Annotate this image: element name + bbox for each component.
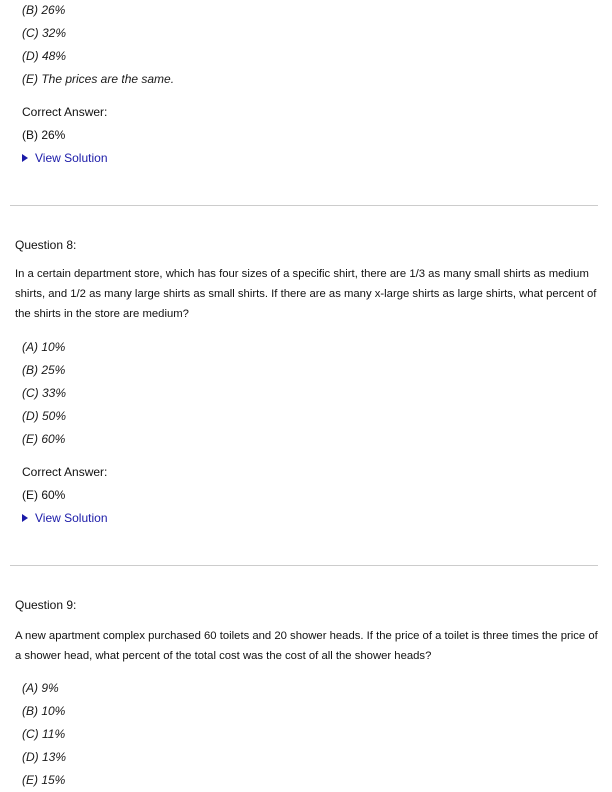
expand-triangle-icon <box>22 154 28 162</box>
expand-triangle-icon <box>22 514 28 522</box>
q8-view-solution-link[interactable] <box>22 511 108 525</box>
question-9-title: Question 9: <box>15 598 77 612</box>
q9-choice-e: (E) 15% <box>22 773 66 787</box>
q8-choice-a: (A) 10% <box>22 340 66 354</box>
q8-choice-d: (D) 50% <box>22 409 67 423</box>
question-8-title: Question 8: <box>15 238 77 252</box>
q8-correct-answer-value: (E) 60% <box>22 488 66 502</box>
q9-choice-b: (B) 10% <box>22 704 66 718</box>
q8-view-solution-text: View Solution <box>35 511 108 525</box>
q8-choice-e: (E) 60% <box>22 432 66 446</box>
section-divider <box>10 205 598 206</box>
prev-view-solution-link[interactable] <box>22 151 108 165</box>
prev-correct-answer-value: (B) 26% <box>22 128 66 142</box>
question-9-text: A new apartment complex purchased 60 toilets and 20 shower heads. If the price of a toilet is three times the price of a shower head, what percent of the total cost was the cost of all the shower heads? <box>15 630 598 662</box>
section-divider <box>10 565 598 566</box>
prev-choice-c: (C) 32% <box>22 26 67 40</box>
prev-choice-b: (B) 26% <box>22 3 66 17</box>
prev-choice-e: (E) The prices are the same. <box>22 72 175 86</box>
prev-correct-answer-label: Correct Answer: <box>22 105 108 119</box>
q8-choice-b: (B) 25% <box>22 363 66 377</box>
prev-view-solution-text: View Solution <box>35 151 108 165</box>
q8-choice-c: (C) 33% <box>22 386 67 400</box>
question-8-text: In a certain department store, which has four sizes of a specific shirt, there are 1/3 as many small shirts as medium shirts, and 1/2 as many large shirts as small shirts. If there are as many x-large shirts as large shirts, what percent of the shirts in the store are medium? <box>15 268 597 320</box>
q9-choice-c: (C) 11% <box>22 727 66 741</box>
prev-choice-d: (D) 48% <box>22 49 67 63</box>
q9-choice-a: (A) 9% <box>22 681 59 695</box>
q8-correct-answer-label: Correct Answer: <box>22 465 108 479</box>
q9-choice-d: (D) 13% <box>22 750 67 764</box>
